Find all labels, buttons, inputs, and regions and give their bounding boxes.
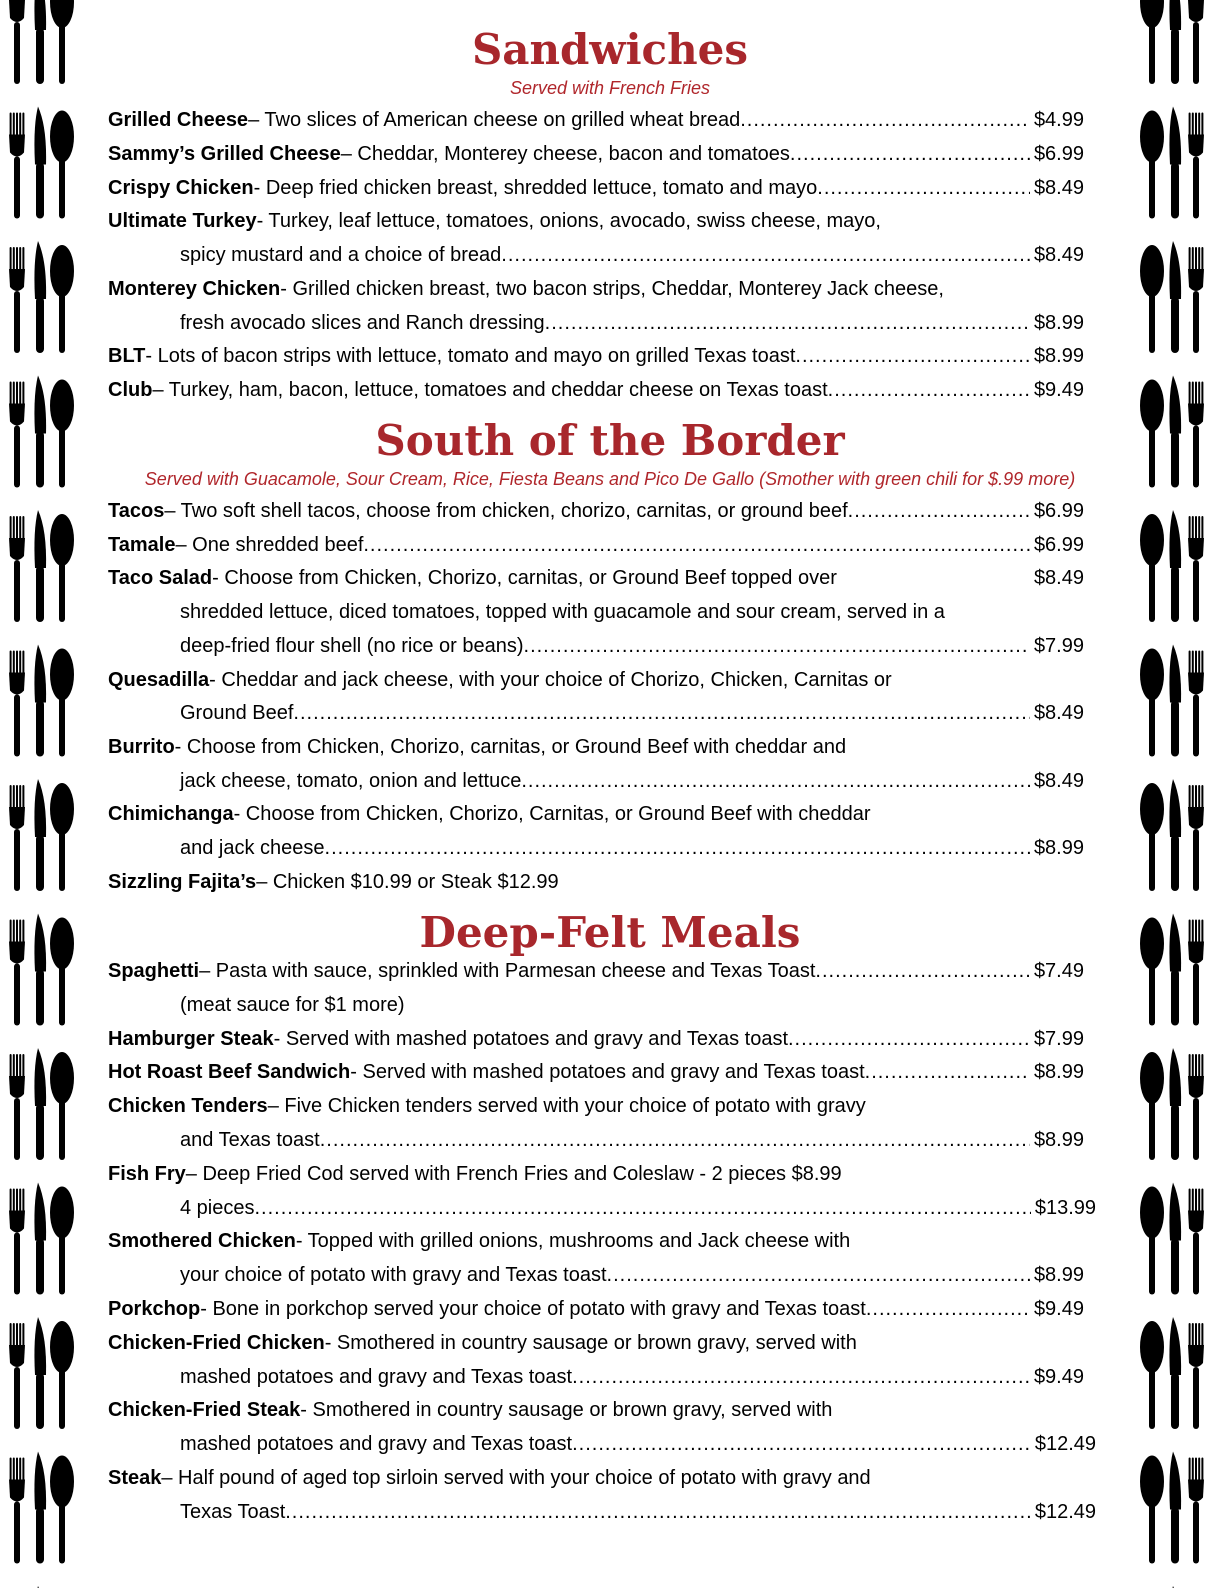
- item-name: Quesadilla: [108, 668, 210, 691]
- menu-line: [108, 1157, 1084, 1191]
- item-price: $8.49: [1033, 702, 1084, 725]
- dot-leader: [363, 528, 1030, 562]
- menu-line: [180, 238, 1084, 272]
- item-name: Spaghetti: [108, 960, 200, 982]
- menu-line: [180, 1360, 1084, 1394]
- utensil-set-icon: [9, 0, 74, 84]
- item-description: - Cheddar and jack cheese, with your choice of Chorizo, Chicken, Carnitas or: [209, 668, 892, 691]
- item-description: mashed potatoes and gravy and Texas toast: [180, 1433, 573, 1456]
- item-description: jack cheese, tomato, onion and lettuce: [180, 769, 522, 792]
- section-subtitle-south-of-the-border: Served with Guacamole, Sour Cream, Rice, Fiesta Beans and Pico De Gallo (Smother with green chili for $.99 more): [144, 469, 1076, 489]
- item-price: $9.49: [1033, 379, 1084, 401]
- item-price: $4.99: [1033, 109, 1084, 131]
- utensil-set-icon: [9, 914, 74, 1026]
- item-name: Monterey Chicken: [108, 277, 281, 300]
- item-description: – Two slices of American cheese on grilled wheat bread: [248, 109, 741, 131]
- item-name: Hamburger Steak: [108, 1027, 274, 1050]
- item-price: $8.99: [1033, 1061, 1084, 1084]
- menu-line: [108, 137, 1084, 171]
- left-utensil-border: [0, 0, 82, 1588]
- item-name: BLT: [108, 345, 146, 368]
- item-price: $8.49: [1033, 769, 1084, 792]
- item-price: $8.99: [1033, 1129, 1084, 1151]
- menu-line: [108, 1461, 1084, 1495]
- utensil-set-icon: [9, 1317, 74, 1429]
- spoon-knife-fork-icon: [1140, 0, 1222, 1588]
- item-price: $8.99: [1033, 345, 1084, 368]
- utensil-set-icon: [9, 1183, 74, 1295]
- utensil-set-icon: [1140, 1452, 1204, 1564]
- item-price: $13.99: [1034, 1196, 1096, 1219]
- menu-line: [108, 1022, 1084, 1056]
- item-description: shredded lettuce, diced tomatoes, topped with guacamole and sour cream, served in a: [180, 601, 945, 624]
- utensil-set-icon: [1140, 1183, 1204, 1295]
- dot-leader: [788, 1022, 1030, 1056]
- utensil-set-icon: [1140, 779, 1204, 891]
- menu-line: [108, 797, 1084, 831]
- menu-line: [180, 988, 1084, 1022]
- menu-line: [180, 1427, 1096, 1461]
- item-price: $6.99: [1033, 142, 1084, 165]
- menu-line: [108, 1326, 1084, 1360]
- item-description: and jack cheese: [180, 837, 325, 859]
- item-name: Chicken-Fried Steak: [108, 1399, 301, 1422]
- menu-line: [108, 103, 1084, 137]
- utensil-set-icon: [9, 1452, 74, 1564]
- item-description: - Smothered in country sausage or brown gravy, served with: [324, 1331, 857, 1354]
- menu-line: [108, 954, 1084, 988]
- item-description: - Served with mashed potatoes and gravy and Texas toast: [273, 1027, 788, 1050]
- item-name: Fish Fry: [108, 1162, 186, 1185]
- menu-line: [108, 1292, 1084, 1326]
- item-description: – Half pound of aged top sirloin served with your choice of potato with gravy and: [161, 1467, 871, 1489]
- utensil-set-icon: [1140, 1317, 1204, 1429]
- utensil-set-icon: [1140, 376, 1204, 488]
- item-name: Grilled Cheese: [108, 109, 249, 131]
- menu-line: [180, 831, 1084, 865]
- item-description: - Choose from Chicken, Chorizo, carnitas, or Ground Beef topped over: [212, 567, 837, 590]
- menu-line: [108, 561, 1084, 595]
- item-name: Crispy Chicken: [108, 176, 254, 199]
- item-description: – Pasta with sauce, sprinkled with Parmesan cheese and Texas Toast: [199, 960, 816, 982]
- dot-leader: [740, 103, 1030, 137]
- item-description: - Bone in porkchop served your choice of potato with gravy and Texas toast: [200, 1298, 866, 1320]
- section-subtitle-sandwiches: Served with French Fries: [509, 78, 711, 98]
- dot-leader: [572, 1427, 1031, 1461]
- item-description: Texas Toast: [180, 1500, 286, 1523]
- item-price: $8.49: [1033, 567, 1084, 590]
- item-description: – One shredded beef: [175, 533, 364, 556]
- utensil-set-icon: [9, 376, 74, 488]
- item-name: Steak: [108, 1467, 162, 1489]
- menu-line: [108, 730, 1084, 764]
- item-description: - Lots of bacon strips with lettuce, tomato and mayo on grilled Texas toast: [145, 345, 796, 368]
- item-price: $6.99: [1033, 533, 1084, 556]
- utensil-set-icon: [9, 107, 74, 219]
- item-description: – Five Chicken tenders served with your choice of potato with gravy: [267, 1095, 866, 1118]
- menu-line: [108, 339, 1084, 373]
- menu-line: [108, 204, 1084, 238]
- menu-line: [108, 528, 1084, 562]
- menu-line: [108, 1055, 1084, 1089]
- dot-leader: [325, 831, 1030, 865]
- item-name: Taco Salad: [108, 567, 213, 590]
- utensil-set-icon: [9, 645, 74, 757]
- menu-line: [108, 1393, 1084, 1427]
- item-price: $7.49: [1033, 960, 1084, 982]
- dot-leader: [815, 954, 1030, 988]
- menu-line: [108, 1089, 1084, 1123]
- dot-leader: [524, 629, 1030, 663]
- item-description: Ground Beef: [180, 702, 294, 725]
- utensil-set-icon: [1140, 0, 1204, 84]
- dot-leader: [828, 373, 1030, 407]
- menu-line: [180, 1258, 1084, 1292]
- dot-leader: [320, 1123, 1030, 1157]
- menu-line: [108, 171, 1084, 205]
- item-description: – Cheddar, Monterey cheese, bacon and tomatoes: [340, 142, 790, 165]
- item-price: $7.99: [1033, 634, 1084, 657]
- menu-line: [180, 1495, 1096, 1529]
- section-title-sandwiches: Sandwiches: [471, 25, 749, 74]
- dot-leader: [817, 171, 1030, 205]
- fork-knife-spoon-icon: [0, 0, 82, 1588]
- item-name: Burrito: [108, 735, 175, 758]
- item-price: $6.99: [1033, 500, 1084, 522]
- item-description: - Deep fried chicken breast, shredded lettuce, tomato and mayo: [253, 176, 818, 199]
- item-name: Chimichanga: [108, 803, 234, 826]
- item-price: $9.49: [1033, 1298, 1084, 1320]
- menu-line: [108, 494, 1084, 528]
- item-name: Smothered Chicken: [108, 1230, 296, 1253]
- menu-line: [108, 663, 1084, 697]
- utensil-set-icon: [1140, 1048, 1204, 1160]
- item-description: - Choose from Chicken, Chorizo, carnitas, or Ground Beef with cheddar and: [174, 735, 847, 758]
- item-name: Ultimate Turkey: [108, 210, 257, 233]
- dot-leader: [521, 764, 1030, 798]
- section-title-deep-felt-meals: Deep-Felt Meals: [419, 908, 801, 957]
- item-price: $8.99: [1033, 311, 1084, 334]
- utensil-set-icon: [9, 510, 74, 622]
- item-name: Club: [108, 379, 153, 401]
- dot-leader: [255, 1191, 1031, 1225]
- menu-line: [180, 696, 1084, 730]
- item-description: – Two soft shell tacos, choose from chicken, chorizo, carnitas, or ground beef: [164, 500, 848, 522]
- dot-leader: [293, 696, 1030, 730]
- dot-leader: [607, 1258, 1030, 1292]
- item-description: - Topped with grilled onions, mushrooms and Jack cheese with: [295, 1230, 851, 1253]
- menu-line: [108, 272, 1084, 306]
- item-name: Porkchop: [108, 1298, 201, 1320]
- utensil-set-icon: [1140, 107, 1204, 219]
- dot-leader: [866, 1292, 1030, 1326]
- item-description: - Smothered in country sausage or brown gravy, served with: [300, 1399, 833, 1422]
- menu-line: [180, 306, 1084, 340]
- menu-line: [108, 373, 1084, 407]
- menu-line: [180, 1123, 1084, 1157]
- item-name: Hot Roast Beef Sandwich: [108, 1061, 351, 1084]
- menu-line: [180, 764, 1084, 798]
- right-utensil-border: [1140, 0, 1222, 1588]
- item-description: 4 pieces: [180, 1196, 255, 1219]
- item-description: - Turkey, leaf lettuce, tomatoes, onions, avocado, swiss cheese, mayo,: [256, 210, 881, 233]
- menu-line: [180, 629, 1084, 663]
- menu-line: [108, 865, 1084, 899]
- utensil-set-icon: [1140, 241, 1204, 353]
- item-name: Chicken-Fried Chicken: [108, 1331, 325, 1354]
- item-description: (meat sauce for $1 more): [180, 993, 405, 1016]
- dot-leader: [865, 1055, 1030, 1089]
- utensil-set-icon: [1140, 645, 1204, 757]
- section-title-south-of-the-border: South of the Border: [375, 416, 845, 465]
- menu-line: [180, 595, 1084, 629]
- menu-line: [108, 1224, 1084, 1258]
- item-description: – Deep Fried Cod served with French Fries and Coleslaw - 2 pieces $8.99: [185, 1162, 842, 1185]
- dot-leader: [501, 238, 1030, 272]
- menu-line: [180, 1191, 1096, 1225]
- item-description: – Turkey, ham, bacon, lettuce, tomatoes and cheddar cheese on Texas toast: [152, 379, 828, 401]
- item-description: fresh avocado slices and Ranch dressing: [180, 311, 545, 334]
- item-description: - Choose from Chicken, Chorizo, Carnitas, or Ground Beef with cheddar: [233, 803, 871, 826]
- dot-leader: [848, 494, 1030, 528]
- item-description: – Chicken $10.99 or Steak $12.99: [256, 870, 559, 893]
- item-description: - Served with mashed potatoes and gravy and Texas toast: [350, 1061, 865, 1084]
- item-price: $12.49: [1034, 1500, 1096, 1523]
- item-name: Chicken Tenders: [108, 1095, 268, 1118]
- dot-leader: [545, 306, 1030, 340]
- dot-leader: [790, 137, 1030, 171]
- item-description: and Texas toast: [180, 1129, 320, 1151]
- item-description: - Grilled chicken breast, two bacon strips, Cheddar, Monterey Jack cheese,: [280, 277, 944, 300]
- utensil-set-icon: [1140, 914, 1204, 1026]
- item-price: $8.49: [1033, 244, 1084, 266]
- utensil-set-icon: [9, 1048, 74, 1160]
- utensil-set-icon: [9, 241, 74, 353]
- item-price: $12.49: [1034, 1433, 1096, 1456]
- item-description: your choice of potato with gravy and Texas toast: [180, 1264, 607, 1287]
- item-description: spicy mustard and a choice of bread: [180, 244, 502, 266]
- item-price: $8.99: [1033, 1264, 1084, 1287]
- dot-leader: [795, 339, 1030, 373]
- dot-leader: [572, 1360, 1030, 1394]
- item-name: Tamale: [108, 533, 176, 556]
- dot-leader: [285, 1495, 1031, 1529]
- item-description: deep-fried flour shell (no rice or beans): [180, 634, 524, 657]
- item-description: mashed potatoes and gravy and Texas toast: [180, 1365, 573, 1388]
- item-price: $7.99: [1033, 1027, 1084, 1050]
- item-price: $8.49: [1033, 176, 1084, 199]
- utensil-set-icon: [9, 779, 74, 891]
- item-name: Sizzling Fajita’s: [108, 870, 257, 893]
- item-name: Sammy’s Grilled Cheese: [108, 142, 341, 165]
- utensil-set-icon: [1140, 510, 1204, 622]
- item-price: $9.49: [1033, 1365, 1084, 1388]
- item-name: Tacos: [108, 500, 165, 522]
- item-price: $8.99: [1033, 837, 1084, 859]
